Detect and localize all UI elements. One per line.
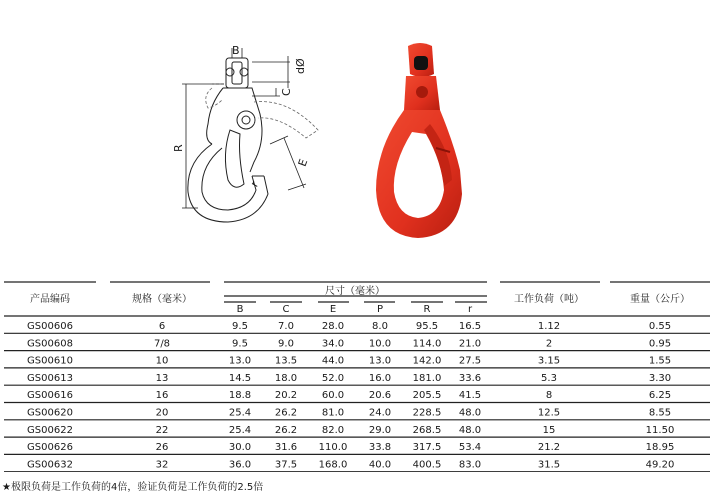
table-cell: GS00610 <box>27 355 73 367</box>
table-cell: 24.0 <box>368 407 392 419</box>
table-cell: 5.3 <box>541 372 557 384</box>
header-size: 规格（毫米） <box>132 294 192 305</box>
table-cell: 15 <box>542 424 556 436</box>
hook-technical-drawing <box>168 44 354 234</box>
table-cell: 26 <box>155 442 169 454</box>
table-cell: 48.0 <box>458 407 482 419</box>
table-cell: 9.0 <box>278 338 294 350</box>
table-cell: 18.8 <box>228 390 252 402</box>
table-cell: 9.5 <box>232 338 248 350</box>
table-cell: 3.15 <box>537 355 561 367</box>
table-cell: 48.0 <box>458 424 482 436</box>
dim-label-E: E <box>295 157 311 169</box>
table-cell: 26.2 <box>274 407 298 419</box>
table-cell: 142.0 <box>412 355 442 367</box>
table-cell: 20.2 <box>274 390 298 402</box>
table-cell: 18.0 <box>274 372 298 384</box>
table-cell: 2 <box>545 338 553 350</box>
table-cell: 400.5 <box>412 459 442 471</box>
table-cell: GS00616 <box>27 390 73 402</box>
dim-label-B: B <box>232 44 240 57</box>
table-cell: 20 <box>155 407 169 419</box>
table-cell: 12.5 <box>537 407 561 419</box>
header-dim-R: R <box>423 304 431 315</box>
table-cell: 7/8 <box>153 338 171 350</box>
table-row <box>27 459 674 470</box>
table-cell: 40.0 <box>368 459 392 471</box>
table-cell: 32 <box>155 459 169 471</box>
table-cell: 36.0 <box>228 459 252 471</box>
table-cell: 82.0 <box>321 424 345 436</box>
table-cell: GS00613 <box>27 372 73 384</box>
table-cell: 11.50 <box>645 424 675 436</box>
table-cell: 31.6 <box>274 442 298 454</box>
table-cell: 8.55 <box>648 407 672 419</box>
table-cell: 53.4 <box>458 442 482 454</box>
table-cell: 16 <box>155 390 169 402</box>
table-row <box>27 373 671 384</box>
table-cell: 83.0 <box>458 459 482 471</box>
table-cell: GS00608 <box>27 338 73 350</box>
table-cell: GS00626 <box>27 442 73 454</box>
dim-label-C: C <box>280 88 293 96</box>
header-code: 产品编码 <box>30 294 70 305</box>
table-row <box>27 338 671 349</box>
table-cell: 21.0 <box>458 338 482 350</box>
table-cell: 25.4 <box>228 424 252 436</box>
table-cell: 16.5 <box>458 321 482 332</box>
table-cell: 13.0 <box>368 355 392 367</box>
header-weight: 重量（公斤） <box>630 294 690 305</box>
table-cell: 37.5 <box>274 459 298 471</box>
header-wll: 工作负荷（吨） <box>514 294 584 305</box>
table-row <box>27 442 674 453</box>
table-cell: 168.0 <box>318 459 348 471</box>
dim-label-D: dØ <box>294 58 307 74</box>
table-row <box>27 356 671 367</box>
table-cell: 205.5 <box>412 390 442 402</box>
header-dim-P: P <box>376 304 384 315</box>
table-cell: 268.5 <box>412 424 442 436</box>
table-row <box>27 321 671 332</box>
table-cell: 16.0 <box>368 372 392 384</box>
hook-product-photo <box>366 40 476 242</box>
footnote: ★极限负荷是工作负荷的4倍，验证负荷是工作负荷的2.5倍 <box>2 482 264 493</box>
table-cell: 44.0 <box>321 355 345 367</box>
table-cell: 22 <box>155 424 169 436</box>
table-cell: 49.20 <box>645 459 675 471</box>
table-cell: 13 <box>155 372 169 384</box>
spec-table <box>4 280 710 472</box>
table-rules <box>4 282 710 472</box>
table-cell: 25.4 <box>228 407 252 419</box>
table-cell: 81.0 <box>321 407 345 419</box>
table-cell: GS00622 <box>27 424 73 436</box>
table-cell: 27.5 <box>458 355 482 367</box>
table-row <box>27 408 671 419</box>
table-cell: 52.0 <box>321 372 345 384</box>
table-cell: 31.5 <box>537 459 561 471</box>
table-cell: 60.0 <box>321 390 345 402</box>
table-cell: 228.5 <box>412 407 442 419</box>
table-cell: 13.5 <box>274 355 298 367</box>
table-cell: 6 <box>158 321 166 332</box>
table-cell: 33.8 <box>368 442 392 454</box>
table-cell: 28.0 <box>321 321 345 332</box>
table-header <box>30 284 690 315</box>
table-cell: 29.0 <box>368 424 392 436</box>
dim-label-r: r <box>247 178 262 190</box>
table-cell: GS00606 <box>27 321 73 332</box>
table-cell: 3.30 <box>648 372 672 384</box>
table-cell: 8 <box>545 390 553 402</box>
table-cell: 95.5 <box>415 321 439 332</box>
header-dim-r: r <box>467 304 473 315</box>
header-dim-C: C <box>282 304 290 315</box>
table-cell: 317.5 <box>412 442 442 454</box>
table-row <box>27 390 671 401</box>
table-cell: 33.6 <box>458 372 482 384</box>
table-cell: 21.2 <box>537 442 561 454</box>
table-cell: 7.0 <box>278 321 294 332</box>
header-dims: 尺寸（毫米） <box>325 286 385 297</box>
header-dim-B: B <box>236 304 244 315</box>
table-cell: 1.55 <box>648 355 672 367</box>
table-cell: 14.5 <box>228 372 252 384</box>
table-body <box>27 321 674 470</box>
table-cell: 30.0 <box>228 442 252 454</box>
table-cell: 26.2 <box>274 424 298 436</box>
table-cell: 20.6 <box>368 390 392 402</box>
table-cell: 6.25 <box>648 390 672 402</box>
table-cell: 34.0 <box>321 338 345 350</box>
table-cell: 114.0 <box>412 338 442 350</box>
table-cell: GS00632 <box>27 459 73 471</box>
table-cell: 13.0 <box>228 355 252 367</box>
table-cell: 1.12 <box>537 321 561 332</box>
table-cell: 9.5 <box>232 321 248 332</box>
table-cell: 8.0 <box>372 321 388 332</box>
table-cell: 10 <box>155 355 169 367</box>
table-cell: 0.95 <box>648 338 672 350</box>
table-cell: GS00620 <box>27 407 73 419</box>
table-cell: 18.95 <box>645 442 675 454</box>
dim-label-R: R <box>172 144 185 152</box>
table-cell: 41.5 <box>458 390 482 402</box>
header-dim-E: E <box>329 304 337 315</box>
table-row <box>27 425 674 436</box>
table-cell: 181.0 <box>412 372 442 384</box>
table-cell: 110.0 <box>318 442 348 454</box>
table-cell: 0.55 <box>648 321 672 332</box>
table-cell: 10.0 <box>368 338 392 350</box>
